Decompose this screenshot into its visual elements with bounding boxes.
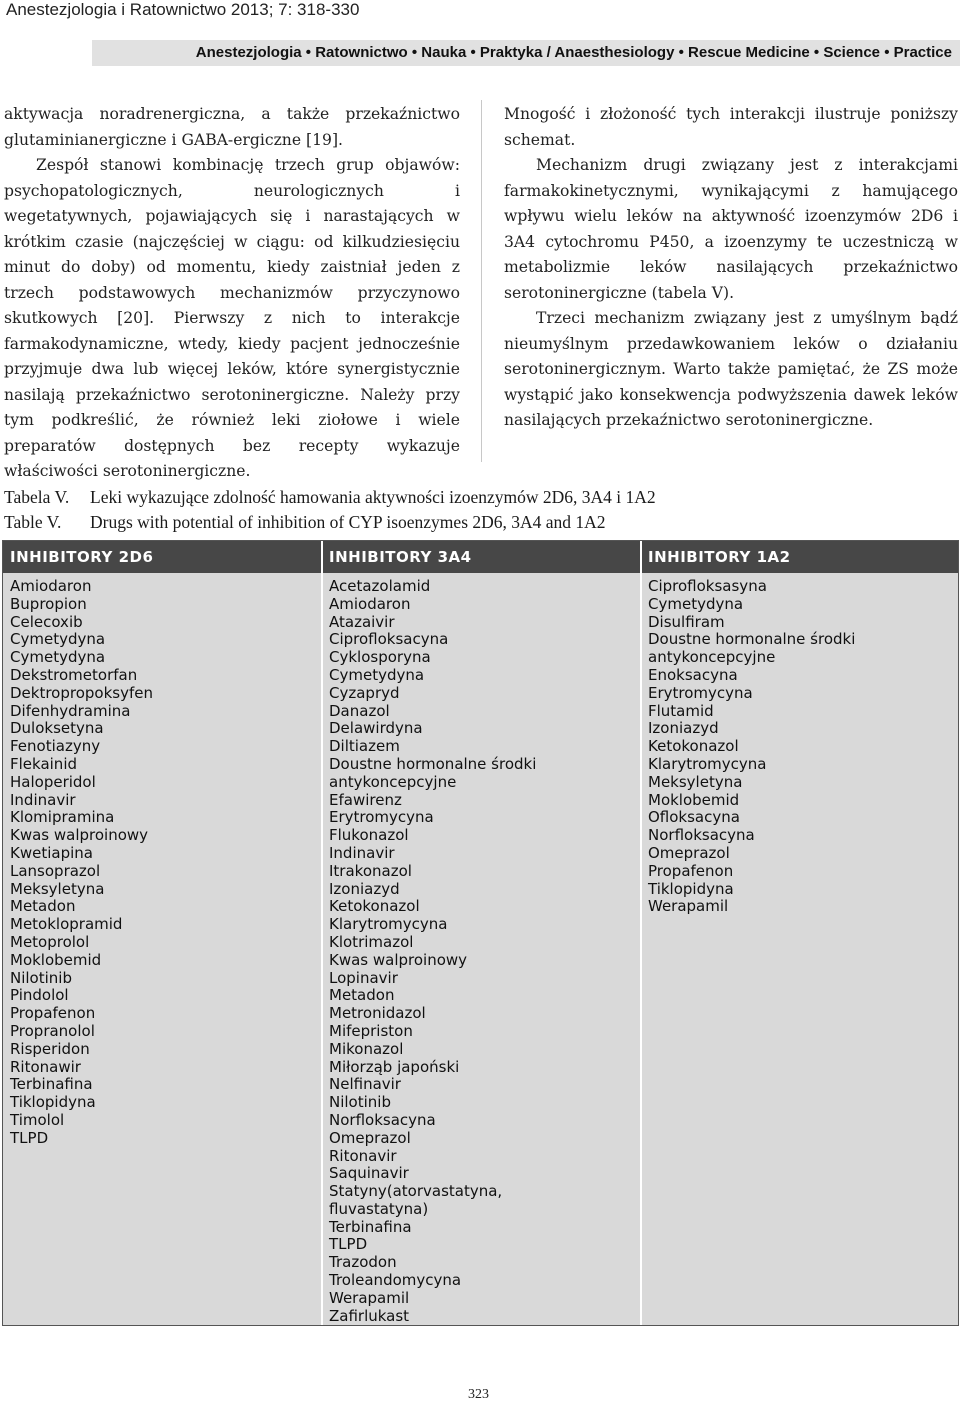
column-3a4-list (329, 578, 536, 1325)
drug-list-item: Ketokonazol (648, 737, 739, 756)
drug-list-item: Meksyletyna (648, 772, 743, 791)
drug-list-item: Tiklopidyna (648, 879, 734, 898)
drug-list-item: Nilotinib (10, 968, 72, 987)
drug-list-item: Izoniazyd (648, 719, 719, 738)
drug-list-item: Amiodaron (10, 577, 92, 595)
drug-list-item: Flekainid (10, 754, 78, 773)
drug-list-item: Efawirenz (329, 790, 402, 809)
drug-list-item: Amiodaron (329, 594, 411, 613)
drug-list-item: Troleandomycyna (329, 1271, 462, 1290)
drug-list-item: Omeprazol (329, 1128, 411, 1147)
drug-list-item: Metoklopramid (10, 915, 123, 934)
drug-list-item: Ciprofloksasyna (648, 577, 767, 595)
drug-list-item: Miłorząb japoński (329, 1057, 460, 1076)
drug-list-item: Doustne hormonalne środki (648, 630, 856, 649)
header-inhibitory-2d6: INHIBITORY 2D6 (10, 548, 154, 566)
drug-list-item: Propafenon (10, 1004, 96, 1023)
right-paragraph-1: Mnogość i złożoność tych interakcji ilustruje poniższy schemat. (504, 105, 958, 149)
drug-list-item: Saquinavir (329, 1164, 409, 1183)
drug-list-item: Ketokonazol (329, 897, 420, 916)
right-paragraph-2: Mechanizm drugi związany jest z interakcjami farmakokinetycznymi, wynikającymi z hamującego wpływu wielu leków na aktywność izoenzymów 2D6 i 3A4 cytochromu P450, a izoenzymy te uczestniczą w metabolizmie leków nasilających przekaźnictwo serotoninergiczne (tabela V). (504, 156, 958, 302)
table-column-separator (321, 541, 323, 1325)
drug-list-item: Terbinafina (10, 1075, 93, 1094)
journal-banner (92, 40, 960, 66)
drug-list-item: Metronidazol (329, 1004, 426, 1023)
drug-list-item: Meksyletyna (10, 879, 105, 898)
drug-list-item: Propafenon (648, 861, 734, 880)
drug-list-item: Enoksacyna (648, 665, 738, 684)
column-1a2-list (648, 578, 855, 916)
left-text-column (4, 102, 460, 485)
journal-reference: Anestezjologia i Ratownictwo 2013; 7: 318-330 (6, 0, 360, 19)
drug-list-item: fluvastatyna) (329, 1199, 429, 1218)
drug-list-item: Klarytromycyna (648, 754, 767, 773)
left-paragraph-2: Zespół stanowi kombinację trzech grup objawów: psychopatologicznych, neurologicznych i wegetatywnych, pojawiających się i narastających w krótkim czasie (najczęściej w ciągu: od kilkudziesięciu minut do doby) od momentu, kiedy zaistniał jeden z trzech podstawowych mechanizmów przyczynowo skutkowych [20]. Pierwszy z nich to interakcje farmakodynamiczne, wtedy, kiedy pacjent jednocześnie przyjmuje dwa lub więcej leków, które synergistycznie nasilają przekaźnictwo serotoninergiczne. Należy przy tym podkreślić, że również leki ziołowe i wiele preparatów dostępnych bez recepty wykazuje właściwości serotoninergiczne. (4, 156, 460, 480)
drug-list-item: Klarytromycyna (329, 915, 448, 934)
drug-list-item: Itrakonazol (329, 861, 412, 880)
drug-list-item: Mifepriston (329, 1021, 413, 1040)
drug-list-item: Atazaivir (329, 612, 395, 631)
drug-list-item: Timolol (10, 1110, 65, 1129)
drug-list-item: Delawirdyna (329, 719, 423, 738)
drug-list-item: Norfloksacyna (329, 1110, 436, 1129)
drug-list-item: Cymetydyna (648, 594, 744, 613)
inhibitors-table (2, 540, 959, 1326)
drug-list-item: Kwas walproinowy (10, 826, 149, 845)
drug-list-item: Cymetydyna (10, 630, 106, 649)
drug-list-item: Ofloksacyna (648, 808, 740, 827)
drug-list-item: Werapamil (648, 897, 729, 916)
drug-list-item: Dektropropoksyfen (10, 683, 153, 702)
drug-list-item: Metadon (329, 986, 395, 1005)
drug-list-item: Disulfiram (648, 612, 725, 631)
drug-list-item: Pindolol (10, 986, 69, 1005)
drug-list-item: Statyny(atorvastatyna, (329, 1182, 503, 1201)
table-caption-pl (4, 487, 656, 508)
table-caption-pl-text: Leki wykazujące zdolność hamowania aktywności izoenzymów 2D6, 3A4 i 1A2 (90, 487, 656, 507)
drug-list-item: Indinavir (10, 790, 76, 809)
drug-list-item: Haloperidol (10, 772, 96, 791)
column-2d6-list (10, 578, 153, 1148)
page-number: 323 (468, 1387, 489, 1402)
drug-list-item: Zafirlukast (329, 1306, 410, 1325)
column-divider (481, 100, 482, 462)
drug-list-item: Diltiazem (329, 737, 400, 756)
drug-list-item: Cyzapryd (329, 683, 400, 702)
right-paragraph-3: Trzeci mechanizm związany jest z umyślnym bądź nieumyślnym przedawkowaniem leków o działaniu serotoninergicznym. Warto także pamiętać, że ZS może wystąpić jako konsekwencja podwyższenia dawek leków nasilających przekaźnictwo serotoninergiczne. (504, 309, 958, 429)
header-inhibitory-1a2: INHIBITORY 1A2 (648, 548, 791, 566)
drug-list-item: Indinavir (329, 843, 395, 862)
drug-list-item: Cyklosporyna (329, 648, 431, 667)
drug-list-item: TLPD (10, 1128, 49, 1147)
drug-list-item: Tiklopidyna (10, 1093, 96, 1112)
drug-list-item: Nilotinib (329, 1093, 391, 1112)
drug-list-item: Erytromycyna (648, 683, 753, 702)
drug-list-item: Erytromycyna (329, 808, 434, 827)
drug-list-item: antykoncepcyjne (329, 772, 457, 791)
drug-list-item: Lopinavir (329, 968, 398, 987)
drug-list-item: Metoprolol (10, 932, 90, 951)
drug-list-item: Risperidon (10, 1039, 90, 1058)
drug-list-item: Flutamid (648, 701, 714, 720)
drug-list-item: Norfloksacyna (648, 826, 755, 845)
table-caption-en (4, 512, 606, 533)
drug-list-item: Doustne hormonalne środki (329, 754, 537, 773)
drug-list-item: Dekstrometorfan (10, 665, 138, 684)
drug-list-item: Klomipramina (10, 808, 115, 827)
drug-list-item: Danazol (329, 701, 390, 720)
drug-list-item: Cymetydyna (10, 648, 106, 667)
drug-list-item: Izoniazyd (329, 879, 400, 898)
drug-list-item: Kwetiapina (10, 843, 93, 862)
drug-list-item: Kwas walproinowy (329, 950, 468, 969)
drug-list-item: Nelfinavir (329, 1075, 401, 1094)
drug-list-item: Terbinafina (329, 1217, 412, 1236)
drug-list-item: Werapamil (329, 1288, 410, 1307)
drug-list-item: Duloksetyna (10, 719, 104, 738)
drug-list-item: Omeprazol (648, 843, 730, 862)
drug-list-item: Celecoxib (10, 612, 83, 631)
drug-list-item: Acetazolamid (329, 577, 431, 595)
table-caption-en-label: Table V. (4, 512, 62, 532)
left-paragraph-1: aktywacja noradrenergiczna, a także przekaźnictwo glutaminianergiczne i GABA-ergiczne [19]. (4, 105, 460, 149)
drug-list-item: Fenotiazyny (10, 737, 101, 756)
header-inhibitory-3a4: INHIBITORY 3A4 (329, 548, 472, 566)
drug-list-item: Lansoprazol (10, 861, 101, 880)
table-column-separator (640, 541, 642, 1325)
drug-list-item: Ritonawir (10, 1057, 81, 1076)
drug-list-item: Ciprofloksacyna (329, 630, 449, 649)
drug-list-item: Mikonazol (329, 1039, 404, 1058)
drug-list-item: Bupropion (10, 594, 87, 613)
drug-list-item: Cymetydyna (329, 665, 425, 684)
drug-list-item: Klotrimazol (329, 932, 414, 951)
drug-list-item: Propranolol (10, 1021, 95, 1040)
drug-list-item: Trazodon (329, 1253, 397, 1272)
table-caption-pl-label: Tabela V. (4, 487, 70, 507)
drug-list-item: Moklobemid (10, 950, 102, 969)
right-text-column (504, 102, 958, 434)
drug-list-item: Flukonazol (329, 826, 409, 845)
drug-list-item: Metadon (10, 897, 76, 916)
drug-list-item: antykoncepcyjne (648, 648, 776, 667)
banner-text: Anestezjologia • Ratownictwo • Nauka • Praktyka / Anaesthesiology • Rescue Medicine • Science • Practice (195, 44, 952, 61)
drug-list-item: Ritonavir (329, 1146, 397, 1165)
drug-list-item: Moklobemid (648, 790, 740, 809)
drug-list-item: Difenhydramina (10, 701, 131, 720)
table-caption-en-text: Drugs with potential of inhibition of CYP isoenzymes 2D6, 3A4 and 1A2 (90, 512, 606, 532)
drug-list-item: TLPD (329, 1235, 368, 1254)
